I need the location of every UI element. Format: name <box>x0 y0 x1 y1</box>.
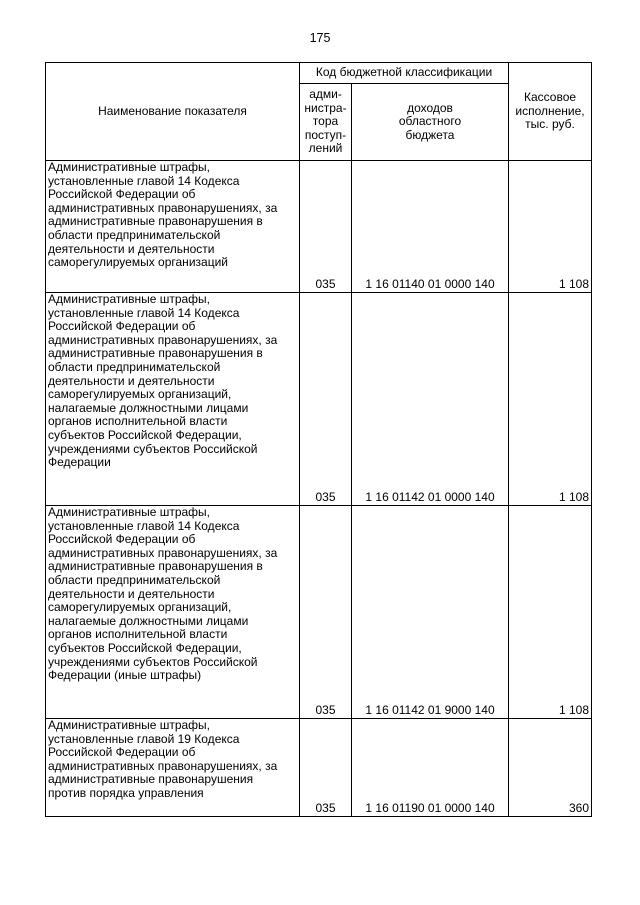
header-administrator-text: адми- нистра- тора поступ- лений <box>304 87 347 156</box>
header-indicator-name: Наименование показателя <box>46 63 300 161</box>
row-budget-code: 1 16 01142 01 9000 140 <box>352 506 509 719</box>
row-administrator-code: 035 <box>300 161 352 293</box>
row-amount: 1 108 <box>509 506 592 719</box>
header-regional-income <box>352 84 509 161</box>
table-header-row-top <box>46 63 592 84</box>
table-row <box>46 293 592 506</box>
row-budget-code: 1 16 01190 01 0000 140 <box>352 719 509 817</box>
row-administrator-code: 035 <box>300 293 352 506</box>
row-indicator-name <box>46 161 300 293</box>
row-indicator-text: Административные штрафы, установленные главой 14 Кодекса Российской Федерации об административных правонарушениях, за административные правонарушения в области предпринимательской деятельности и деятельности саморегулируемых организаций, налагаемые должностными лицами органов исполнительной власти субъектов Российской Федерации, учреждениями субъектов Российской Федерации <box>48 292 278 470</box>
row-amount: 360 <box>509 719 592 817</box>
table-row <box>46 161 592 293</box>
row-amount: 1 108 <box>509 293 592 506</box>
row-budget-code: 1 16 01142 01 0000 140 <box>352 293 509 506</box>
row-indicator-text: Административные штрафы, установленные главой 19 Кодекса Российской Федерации об административных правонарушениях, за административные правонарушения против порядка управления <box>48 718 278 800</box>
table-row <box>46 719 592 817</box>
row-administrator-code: 035 <box>300 506 352 719</box>
row-administrator-code: 035 <box>300 719 352 817</box>
row-indicator-name <box>46 506 300 719</box>
row-budget-code: 1 16 01140 01 0000 140 <box>352 161 509 293</box>
row-amount: 1 108 <box>509 161 592 293</box>
row-indicator-text: Административные штрафы, установленные главой 14 Кодекса Российской Федерации об административных правонарушениях, за административные правонарушения в области предпринимательской деятельности и деятельности саморегулируемых организаций <box>48 160 278 270</box>
page-number: 175 <box>309 31 331 45</box>
budget-table <box>45 62 592 817</box>
table-row <box>46 506 592 719</box>
header-administrator <box>300 84 352 161</box>
header-cash-execution <box>509 63 592 161</box>
header-cash-execution-text: Кассовое исполнение, тыс. руб. <box>515 90 585 132</box>
row-indicator-name <box>46 293 300 506</box>
row-indicator-text: Административные штрафы, установленные главой 14 Кодекса Российской Федерации об административных правонарушениях, за административные правонарушения в области предпринимательской деятельности и деятельности саморегулируемых организаций, налагаемые должностными лицами органов исполнительной власти субъектов Российской Федерации, учреждениями субъектов Российской Федерации (иные штрафы) <box>48 505 278 683</box>
header-classification-code: Код бюджетной классификации <box>300 63 509 84</box>
row-indicator-name <box>46 719 300 817</box>
header-regional-income-text: доходов областного бюджета <box>398 100 462 142</box>
